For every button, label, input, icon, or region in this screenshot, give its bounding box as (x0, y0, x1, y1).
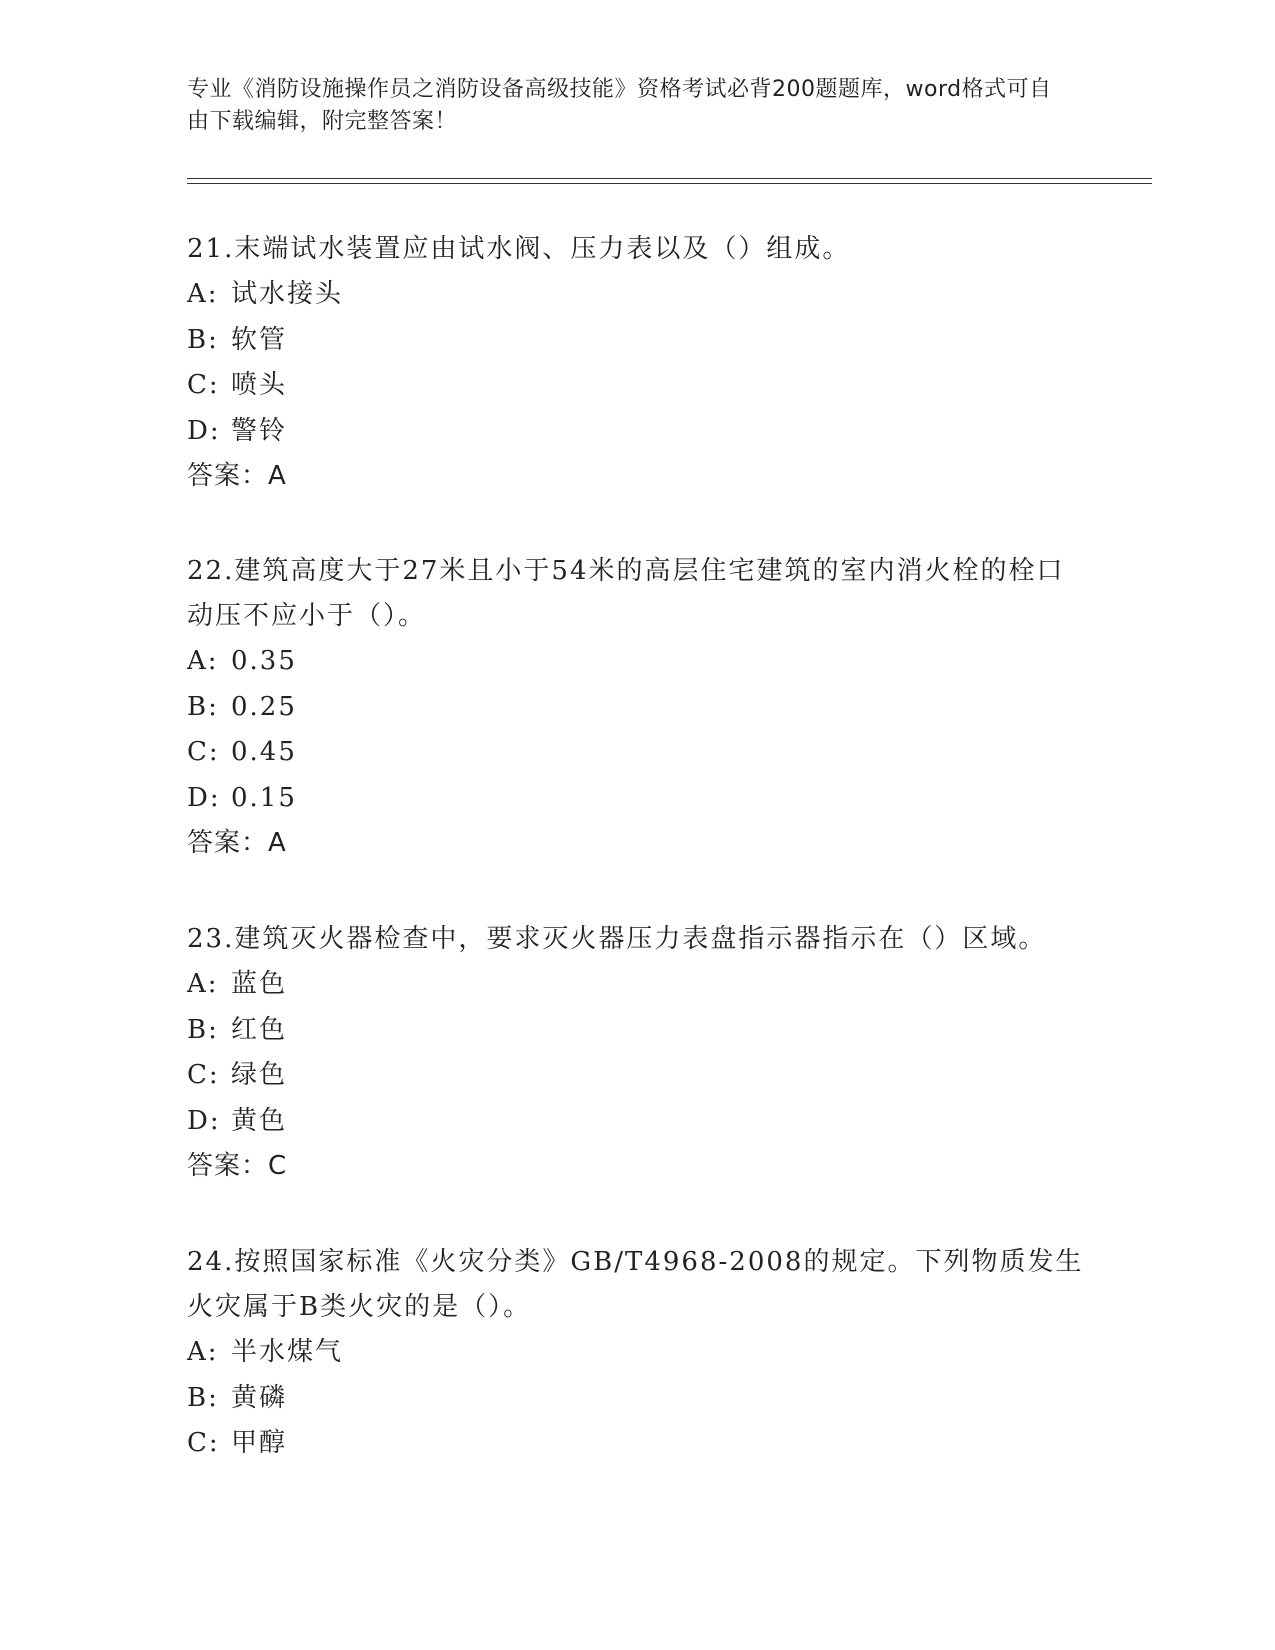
question-stem: 24.按照国家标准《火灾分类》GB/T4968-2008的规定。下列物质发生火灾属于B类火灾的是（）。 (187, 1247, 1084, 1322)
question-stem: 23.建筑灭火器检查中，要求灭火器压力表盘指示器指示在（）区域。 (187, 924, 1047, 954)
option-letter: D: (187, 1105, 221, 1136)
option-text: 试水接头 (231, 279, 344, 309)
question-stem: 22.建筑高度大于27米且小于54米的高层住宅建筑的室内消火栓的栓口动压不应小于（）。 (187, 556, 1065, 631)
option-text: 甲醇 (231, 1428, 288, 1458)
option-c (187, 730, 1087, 776)
question-24 (187, 1240, 1087, 1467)
option-text: 绿色 (231, 1060, 288, 1090)
option-letter: D: (187, 782, 221, 813)
option-letter: C: (187, 737, 220, 767)
option-text: 黄色 (231, 1105, 288, 1136)
option-b (187, 1008, 1087, 1054)
option-text: 黄磷 (231, 1382, 288, 1413)
option-letter: A: (187, 1337, 219, 1367)
option-a (187, 639, 1087, 685)
option-text: 0.25 (231, 691, 297, 722)
header-divider-top (187, 178, 1152, 179)
option-letter: B: (187, 1014, 219, 1045)
option-text: 0.15 (231, 782, 297, 813)
question-stem: 21.末端试水装置应由试水阀、压力表以及（）组成。 (187, 234, 851, 264)
question-22 (187, 549, 1087, 866)
option-text: 0.45 (231, 737, 297, 767)
document-header: 专业《消防设施操作员之消防设备高级技能》资格考试必背200题题库，word格式可自由下载编辑，附完整答案！ (187, 77, 1052, 134)
option-letter: A: (187, 969, 219, 999)
option-letter: C: (187, 370, 220, 400)
option-c (187, 363, 1087, 409)
option-text: 红色 (231, 1014, 288, 1045)
option-d (187, 1099, 1087, 1145)
option-letter: C: (187, 1428, 220, 1458)
option-letter: B: (187, 1382, 219, 1413)
answer-line: 答案：A (187, 828, 287, 858)
option-text: 警铃 (231, 415, 288, 446)
answer-line: 答案：C (187, 1151, 288, 1181)
option-letter: C: (187, 1060, 220, 1090)
option-b (187, 318, 1087, 364)
option-text: 半水煤气 (231, 1337, 344, 1367)
option-letter: A: (187, 646, 219, 676)
option-letter: B: (187, 324, 219, 355)
answer-line: 答案：A (187, 461, 287, 491)
option-d (187, 776, 1087, 822)
option-a (187, 962, 1087, 1008)
option-c (187, 1421, 1087, 1467)
option-text: 0.35 (231, 646, 297, 676)
option-c (187, 1053, 1087, 1099)
question-21 (187, 227, 1087, 499)
option-d (187, 409, 1087, 455)
option-letter: D: (187, 415, 221, 446)
header-divider-bottom (187, 183, 1152, 184)
option-a (187, 272, 1087, 318)
option-text: 软管 (231, 324, 288, 355)
option-b (187, 1376, 1087, 1422)
option-letter: B: (187, 691, 219, 722)
option-text: 喷头 (231, 370, 288, 400)
question-23 (187, 917, 1087, 1189)
option-letter: A: (187, 279, 219, 309)
option-b (187, 685, 1087, 731)
option-a (187, 1330, 1087, 1376)
option-text: 蓝色 (231, 969, 288, 999)
